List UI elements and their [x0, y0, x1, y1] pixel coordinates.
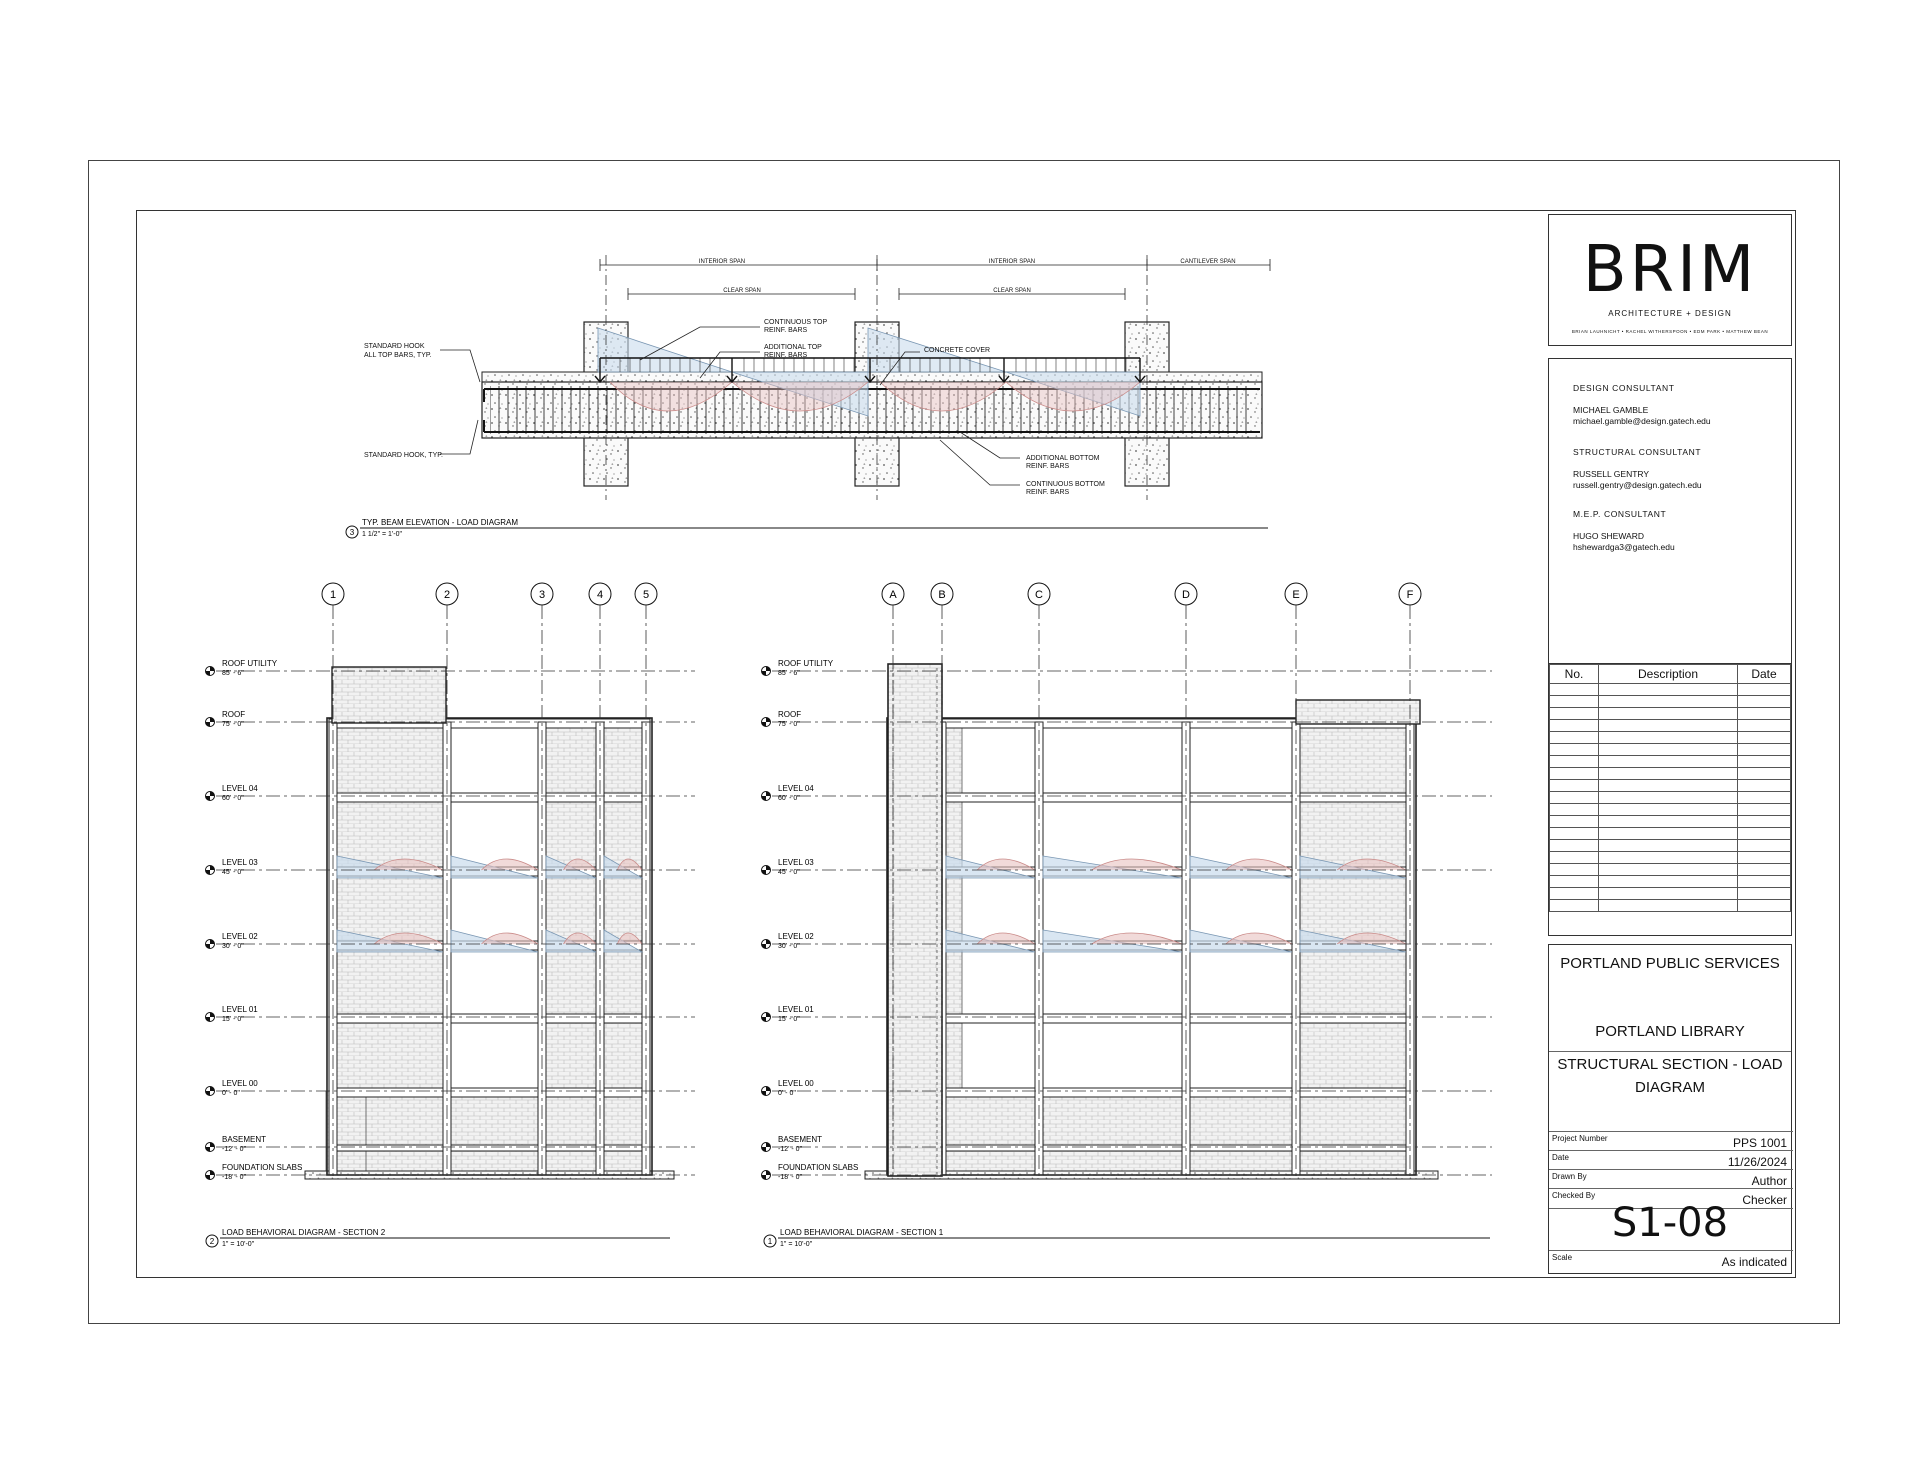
level-name: LEVEL 03 [222, 858, 258, 867]
level-name: ROOF [222, 710, 246, 719]
consultants-panel [1548, 358, 1792, 664]
label-additional-bottom-2: REINF. BARS [1026, 463, 1070, 470]
moment-diagram [1226, 859, 1292, 870]
drawn-by-value: Author [1751, 1174, 1787, 1188]
checked-by-value: Checker [1742, 1193, 1787, 1207]
level-name: LEVEL 01 [778, 1005, 814, 1014]
moment-diagram [481, 859, 538, 870]
level-elevation: 45' - 0" [778, 869, 800, 876]
section-2-view-number: 2 [209, 1237, 215, 1246]
firm-logo-text: BRIM [1582, 233, 1758, 307]
grid-label: 3 [538, 589, 546, 601]
level-name: LEVEL 00 [222, 1079, 258, 1088]
revision-row [1550, 888, 1791, 900]
level-name: BASEMENT [222, 1135, 267, 1144]
level-name: LEVEL 04 [222, 784, 258, 793]
level-elevation: -12' - 0" [222, 1146, 247, 1153]
beam-view-scale: 1 1/2" = 1'-0" [362, 531, 402, 538]
section-2-view-title [206, 1228, 670, 1248]
firm-subtitle: ARCHITECTURE + DESIGN [1608, 309, 1732, 318]
dim-clear-span-1: CLEAR SPAN [723, 288, 761, 294]
moment-diagram [977, 933, 1035, 944]
level-name: ROOF [778, 710, 802, 719]
label-standard-hook-top-1: STANDARD HOOK [364, 343, 425, 350]
label-standard-hook-top-2: ALL TOP BARS, TYP. [364, 352, 432, 359]
revision-row [1550, 864, 1791, 876]
level-elevation: 0' - 0" [778, 1090, 796, 1097]
level-elevation: 60' - 0" [778, 795, 800, 802]
sheet-title-1: STRUCTURAL SECTION - LOAD [1549, 1051, 1791, 1073]
revision-row [1550, 768, 1791, 780]
level-name: FOUNDATION SLABS [222, 1163, 303, 1172]
consultant-email: michael.gamble@design.gatech.edu [1573, 416, 1711, 426]
basement-slab [889, 1145, 1414, 1151]
moment-diagram [1092, 859, 1182, 870]
client-name: PORTLAND PUBLIC SERVICES [1560, 955, 1780, 972]
level-name: ROOF UTILITY [222, 659, 278, 668]
project-number-label: Project Number [1552, 1134, 1608, 1143]
drawn-by-row [1549, 1169, 1793, 1189]
dim-cantilever-span: CANTILEVER SPAN [1180, 259, 1236, 265]
roof-utility-box [332, 667, 446, 723]
date-value: 11/26/2024 [1727, 1155, 1787, 1169]
checked-by-label: Checked By [1552, 1191, 1596, 1200]
revision-row [1550, 708, 1791, 720]
level-elevation: 30' - 0" [222, 943, 244, 950]
beam-elevation-diagram [346, 255, 1270, 538]
revision-table [1548, 664, 1792, 936]
revision-row [1550, 756, 1791, 768]
sheet-number: S1-08 [1611, 1200, 1729, 1246]
brick-wall [333, 668, 446, 1094]
roof-utility-box [1296, 700, 1420, 724]
consultant-name: MICHAEL GAMBLE [1573, 405, 1649, 415]
grid-label: 2 [443, 589, 451, 601]
revision-row [1550, 792, 1791, 804]
level-elevation: 85' - 6" [222, 670, 244, 677]
level-name: LEVEL 02 [222, 932, 258, 941]
revision-row [1550, 780, 1791, 792]
revision-header-no: No. [1550, 665, 1599, 684]
grid-label: 4 [596, 589, 604, 601]
moment-diagram [977, 859, 1035, 870]
date-label: Date [1552, 1153, 1569, 1162]
scale-label: Scale [1552, 1253, 1573, 1262]
project-name: PORTLAND LIBRARY [1595, 1023, 1745, 1040]
dim-interior-span-2: INTERIOR SPAN [988, 259, 1036, 265]
beam-view-title: TYP. BEAM ELEVATION - LOAD DIAGRAM [362, 518, 519, 527]
date-row [1549, 1150, 1793, 1170]
level-elevation: 0' - 0" [222, 1090, 240, 1097]
grid-label: 1 [329, 589, 337, 601]
consultant-role: M.E.P. CONSULTANT [1573, 509, 1667, 519]
brick-wall [1296, 1091, 1410, 1175]
section-1-diagram [865, 583, 1438, 1180]
scale-value: As indicated [1721, 1255, 1787, 1269]
consultant-name: RUSSELL GENTRY [1573, 469, 1650, 479]
level-elevation: -18' - 0" [222, 1174, 247, 1181]
floor-slab [889, 793, 1414, 802]
section-2-view-scale: 1" = 10'-0" [222, 1241, 255, 1248]
consultant-role: STRUCTURAL CONSULTANT [1573, 447, 1702, 457]
label-standard-hook: STANDARD HOOK, TYP. [364, 452, 443, 459]
drawn-by-label: Drawn By [1552, 1172, 1587, 1181]
revision-row [1550, 696, 1791, 708]
level-elevation: -12' - 0" [778, 1146, 803, 1153]
level-elevation: 85' - 6" [778, 670, 800, 677]
label-continuous-top-2: REINF. BARS [764, 327, 808, 334]
section-1-view-number: 1 [767, 1237, 773, 1246]
brick-wall [542, 722, 600, 1092]
section-1-view-title-text: LOAD BEHAVIORAL DIAGRAM - SECTION 1 [780, 1228, 944, 1237]
label-continuous-bottom-1: CONTINUOUS BOTTOM [1026, 481, 1105, 488]
grid-label: C [1035, 589, 1043, 601]
level-name: ROOF UTILITY [778, 659, 834, 668]
revision-row [1550, 816, 1791, 828]
floor-slab [889, 1014, 1414, 1023]
level-name: LEVEL 00 [778, 1079, 814, 1088]
sheet-title-2: DIAGRAM [1634, 1079, 1705, 1096]
level-elevation: 60' - 0" [222, 795, 244, 802]
section-1-view-title [764, 1228, 1490, 1248]
level-elevation: 45' - 0" [222, 869, 244, 876]
level-name: FOUNDATION SLABS [778, 1163, 859, 1172]
consultant-role: DESIGN CONSULTANT [1573, 383, 1675, 393]
section-2-view-title-text: LOAD BEHAVIORAL DIAGRAM - SECTION 2 [222, 1228, 386, 1237]
level-marker [206, 659, 696, 677]
revision-row [1550, 840, 1791, 852]
level-elevation: 75' - 0" [222, 721, 244, 728]
revision-row [1550, 744, 1791, 756]
level-marker [762, 659, 1493, 677]
label-continuous-top-1: CONTINUOUS TOP [764, 319, 828, 326]
project-info-panel [1548, 944, 1792, 1274]
title-block-brand [1548, 214, 1792, 346]
section-2-diagram [305, 583, 674, 1180]
revision-row [1550, 804, 1791, 816]
moment-diagram [481, 933, 538, 944]
section-1-view-scale: 1" = 10'-0" [780, 1241, 813, 1248]
revision-row [1550, 900, 1791, 912]
grid-label: D [1182, 589, 1190, 601]
revision-row [1550, 876, 1791, 888]
revision-row [1550, 732, 1791, 744]
level-name: LEVEL 04 [778, 784, 814, 793]
floor-slab [889, 1088, 1414, 1097]
level-elevation: 15' - 0" [778, 1016, 800, 1023]
moment-diagram [1226, 933, 1292, 944]
level-elevation: 30' - 0" [778, 943, 800, 950]
label-concrete-cover: CONCRETE COVER [924, 347, 991, 354]
label-continuous-bottom-2: REINF. BARS [1026, 489, 1070, 496]
firm-team: BRIAN LAUHNICHT • RACHEL WITHERSPOON • EDM PARK • MATTHEW BEAN [1571, 329, 1769, 334]
grid-label: E [1292, 589, 1300, 601]
level-elevation: 75' - 0" [778, 721, 800, 728]
beam-view-number: 3 [349, 528, 355, 537]
label-additional-bottom-1: ADDITIONAL BOTTOM [1026, 455, 1100, 462]
consultant-email: russell.gentry@design.gatech.edu [1573, 480, 1702, 490]
label-additional-top-2: REINF. BARS [764, 352, 808, 359]
level-elevation: 15' - 0" [222, 1016, 244, 1023]
level-name: BASEMENT [778, 1135, 823, 1144]
consultant-name: HUGO SHEWARD [1573, 531, 1644, 541]
project-number-value: PPS 1001 [1732, 1136, 1787, 1150]
dim-clear-span-2: CLEAR SPAN [993, 288, 1031, 294]
grid-label: 5 [642, 589, 650, 601]
brick-wall [600, 722, 646, 1092]
revision-row [1550, 828, 1791, 840]
scale-row [1549, 1250, 1793, 1270]
dim-interior-span-1: INTERIOR SPAN [698, 259, 746, 265]
project-number-row [1549, 1131, 1793, 1151]
revision-row [1550, 852, 1791, 864]
brick-wall [1296, 722, 1410, 1092]
grid-label: A [889, 589, 897, 601]
grid-label: F [1406, 589, 1414, 601]
revision-row [1550, 720, 1791, 732]
level-name: LEVEL 03 [778, 858, 814, 867]
revision-row [1550, 684, 1791, 696]
revision-header-description: Description [1599, 665, 1738, 684]
grid-label: B [938, 589, 946, 601]
elevator-shaft [888, 664, 942, 1176]
label-additional-top-1: ADDITIONAL TOP [764, 344, 822, 351]
revision-header-date: Date [1738, 665, 1791, 684]
consultant-email: hshewardga3@gatech.edu [1573, 542, 1675, 552]
level-name: LEVEL 02 [778, 932, 814, 941]
moment-diagram [1092, 933, 1182, 944]
level-name: LEVEL 01 [222, 1005, 258, 1014]
level-elevation: -18' - 0" [778, 1174, 803, 1181]
